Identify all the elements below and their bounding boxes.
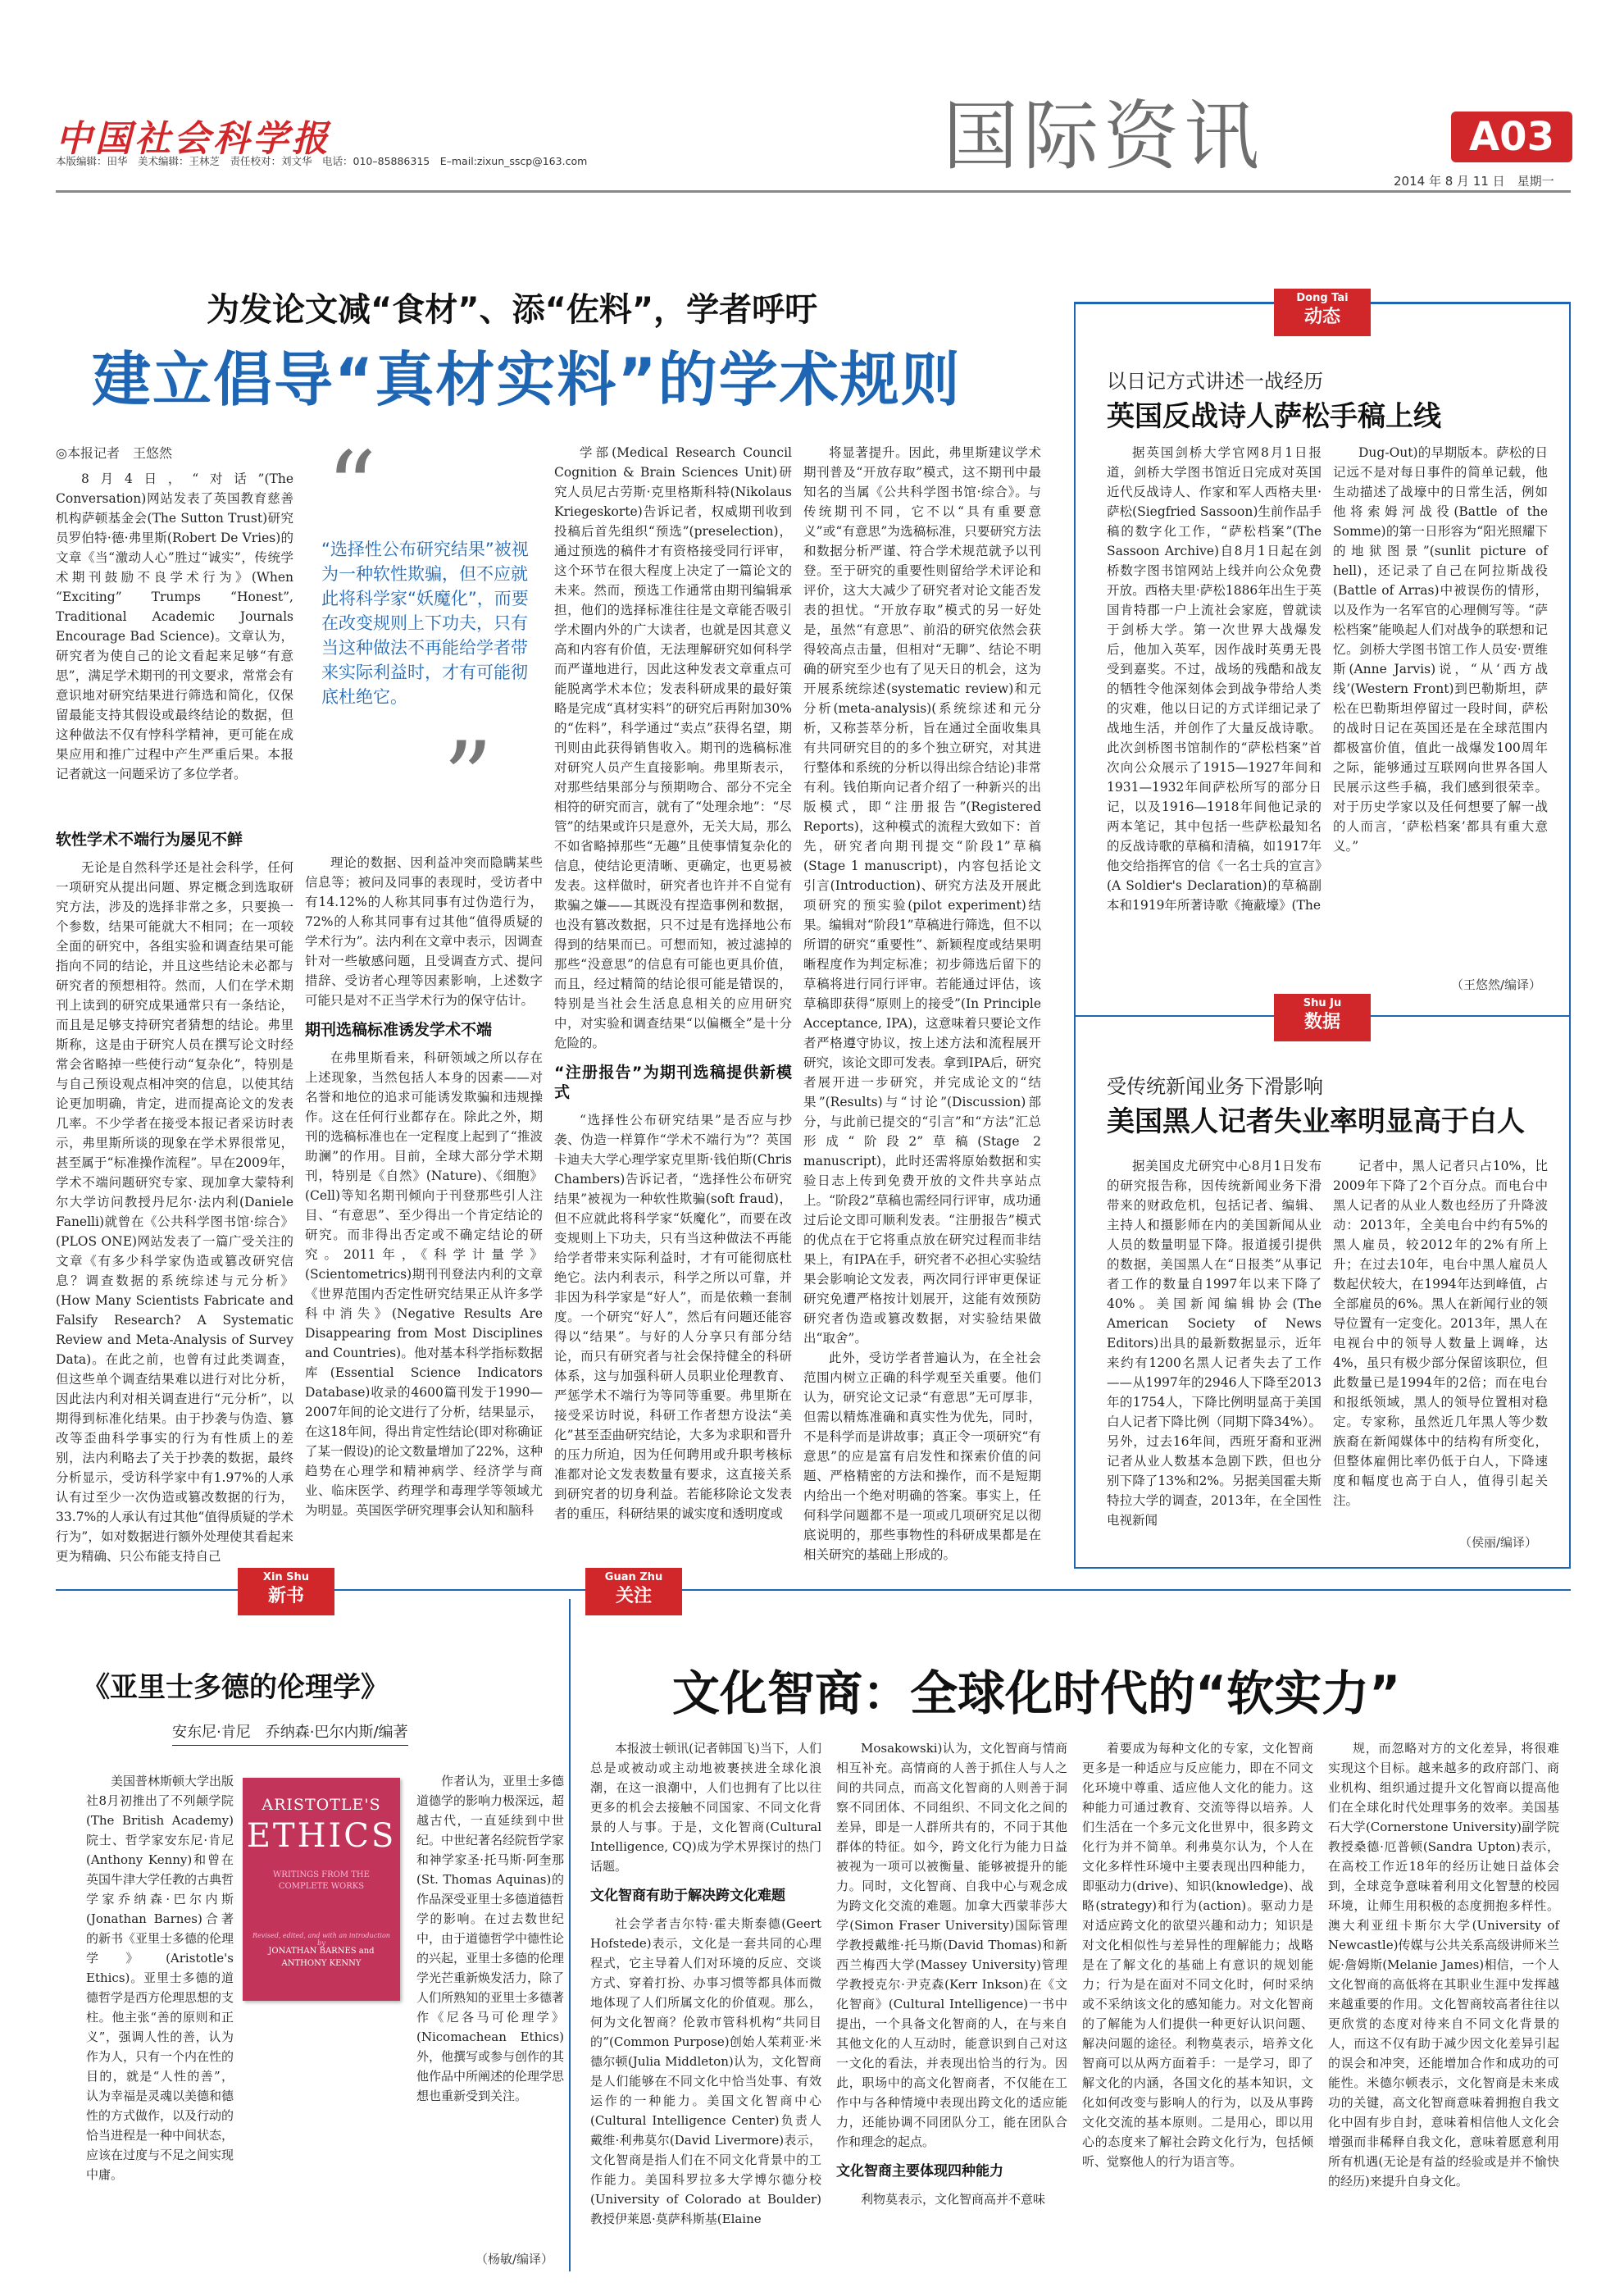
- lead-column-1: 软性学术不端行为屡见不鲜 无论是自然科学还是社会科学，任何一项研究从提出问题、界定概念到选取研究方法，涉及的选择非常之多，只要换一个参数，结果可能就大不相同；在一项较全面的研究中，各组实验和调查结果可能指向不同的结论，并且这些结论未必都与研究者的预想相符。然而，人们在学术期刊上读到的研究成果通常只有一条结论，而且是足够支持研究者猜想的结论。弗里斯称，这是由于研究人员在撰写论文时经常会省略掉一些使行动“复杂化”，特别是与自己预设观点相冲突的信息，以使其结论更加明确，肯定，进而提高论文的发表几率。不少学者在接受本报记者采访时表示，弗里斯所谈的现象在学术界很常见，甚至属于“标准操作流程”。早在2009年，学术不端问题研究专家、现加拿大蒙特利尔大学访问教授丹尼尔·法内利(Daniele Fanelli)就曾在《公共科学图书馆·综合》(PLOS ONE)网站发表了一篇广受关注的文章《有多少科学家伪造或篡改研究信息？调查数据的系统综述与元分析》(How Many Scientists Fabricate and Falsify Research? A Systematic Review and Meta-Analysis of Survey Data)。在此之前，也曾有过此类调查，但这些单个调查结果难以进行对比分析，因此法内利对相关调查进行“元分析”，以期得到标准化结果。由于抄袭与伪造、篡改等歪曲科学事实的行为有性质上的差别，法内利略去了关于抄袭的数据，最终分析显示，受访科学家中有1.97%的人承认有过至少一次伪造或篡改数据的行为，33.7%的人承认有过其他“值得质疑的学术行为”，如对数据进行额外处理使其看起来更为精确、只公布能支持自己: [56, 831, 293, 1564]
- lead-column-2: 理论的数据、因利益冲突而隐瞒某些信息等；被问及同事的表现时，受访者中有14.12%的人称其同事有过伪造行为，72%的人称其同事有过其他“值得质疑的学术行为”。法内利在文章中表示，因调查针对一些敏感问题，且受调查方式、提问措辞、受访者心理等因素影响，上述数字可能只是对不正当学术行为的保守估计。 期刊选稿标准诱发学术不端 在弗里斯看来，科研领域之所以存在上述现象，当然包括人本身的因素——对名誉和地位的追求可能诱发欺骗和违规操作。这在任何行业都存在。除此之外，期刊的选稿标准也在一定程度上起到了“推波助澜”的作用。目前，全球大部分学术期刊，特别是《自然》(Nature)、《细胞》(Cell)等知名期刊倾向于刊登那些引人注目、“有意思”、至少得出一个肯定结论的研究。而非得出否定或不确定结论的研究。2011年，《科学计量学》(Scientometrics)期刊刊登法内利的文章《世界范围内否定性研究结果正从许多学科中消失》(Negative Results Are Disappearing from Most Disciplines and Countries)。他对基本科学指标数据库(Essential Science Indicators Database)收录的4600篇刊发于1990—2007年间的论文进行了分析，结果显示，在这18年间，得出肯定性结论(即对称确证了某一假设)的论文数量增加了22%，这种趋势在心理学和精神病学、经济学与商业、临床医学、药理学和毒理学等领域尤为明显。英国医学研究理事会认知和脑科: [305, 855, 543, 1518]
- news2-column-a: 据美国皮尤研究中心8月1日发布的研究报告称，因传统新闻业务下滑带来的财政危机，包括记者、编辑、主持人和摄影师在内的美国新闻从业人员的数量明显下降。报道援引提供的数据，美国黑人在“日报类”从事记者工作的数量自1997年以来下降了40%。美国新闻编辑协会(The American Society of News Editors)出具的最新数据显示，近年来约有1200名黑人记者失去了工作——从1997年的2946人下降至2013年的1754人，下降比例明显高于美国白人记者下降比例（同期下降34%）。另外，过去16年间，西班牙裔和亚洲记者从业人数基本急剧下跌，但也分别下降了13%和2%。另据美国霍夫斯特拉大学的调查，2013年，在全国性电视新闻: [1107, 1159, 1322, 1528]
- feature-column-b: Mosakowski)认为，文化智商与情商相互补充。高情商的人善于抓住人与人之间的共同点，而高文化智商的人则善于洞察不同团体、不同组织、不同文化之间的差异，即是一人群所共有的，不同于其他群体的特征。如今，跨文化行为能力日益被视为一项可以被衡量、能够被提升的能力。同时，文化智商、自我中心与观念成为跨文化交流的难题。加拿大西蒙菲莎大学(Simon Fraser University)国际管理学教授戴维·托马斯(David Thomas)和新西兰梅西大学(Massey University)管理学教授克尔·尹克森(Kerr Inkson)在《文化智商》(Cultural Intelligence)一书中提出，一个具备文化智商的人，在与来自其他文化的人互动时，能意识到自己对这一文化的看法，并表现出恰当的行为。因此，职场中的高文化智商者，不仅能在工作中与各种情境中表现出跨文化的适应能力，还能协调不同团队分工，能在团队合作和理念的起点。 文化智商主要体现四种能力 利物莫表示，文化智商高并不意味: [836, 1741, 1067, 2207]
- masthead-staff: 本版编辑：田华 美术编辑：王林芝 责任校对：刘文华 电话：010–85886315 E–mail:zixun_sscp@163.com: [56, 155, 588, 167]
- book-title: 《亚里士多德的伦理学》: [82, 1671, 389, 1704]
- quote-close-icon: ”: [443, 722, 494, 836]
- tag-dongtai: Dong Tai 动态: [1274, 289, 1371, 336]
- masthead-rule: [56, 190, 1571, 193]
- tag-shuju: Shu Ju 数据: [1274, 994, 1371, 1041]
- feature-subhead-1: 文化智商有助于解决跨文化难题: [590, 1888, 785, 1904]
- book-cover-author: ARISTOTLE'S: [262, 1796, 381, 1814]
- lead-kicker: 为发论文减“食材”、添“佐料”，学者呼吁: [207, 291, 818, 329]
- lead-pull-quote: “选择性公布研究结果”被视为一种软性欺骗，但不应就此将科学家“妖魔化”，而要在改变规则上下功夫，只有当这种做法不再能给学者带来实际利益时，才有可能彻底杜绝它。: [321, 540, 529, 707]
- page-number-badge: A03: [1451, 112, 1572, 162]
- book-cover: [243, 1778, 400, 2001]
- lead-subhead-2: 期刊选稿标准诱发学术不端: [305, 1021, 493, 1039]
- book-credit: （杨敏/编译）: [475, 2252, 554, 2266]
- book-authors: 安东尼·肯尼 乔纳森·巴尔内斯/编著: [172, 1720, 408, 1746]
- lead-column-3: 学部(Medical Research Council Cognition & Brain Sciences Unit)研究人员尼古劳斯·克里格斯科特(Nikolaus Kriegeskorte)告诉记者，权威期刊收到投稿后首先组织“预选”(preselection)，通过预选的稿件才有资格接受同行评审，这个环节在很大程度上决定了一篇论文的未来。然而，预选工作通常由期刊编辑承担，他们的选择标准往往是文章能否吸引学术圈内外的广大读者，也就是因其意义高和内容有价值，无法理解研究如何科学而严谨地进行，因此这种发表文章重点可能脱离学术本位；发表科研成果的最好策略是完成“真材实料”的研究后再附加30%的“佐料”，科学通过“卖点”获得名望，期刊则由此获得销售收入。期刊的选稿标准对研究人员产生直接影响。弗里斯表示，对那些结果部分与预期吻合、部分不完全相符的研究而言，就有了“处理余地”：“尽管”的结果或许只是意外，无关大局，那么不如省略掉那些“无趣”且使事情复杂化的信息，使结论更清晰、更确定，也更易被发表。这样做时，研究者也许并不自觉有欺骗之嫌——其既没有捏造事例和数据，也没有篡改数据，只不过是有选择地公布得到的结果而已。可想而知，被过滤掉的那些“没意思”的信息有可能也更具价值，而且，经过精简的结论很可能是错误的，特别是当社会生活息息相关的应用研究中，对实验和调查结果“以偏概全”是十分危险的。 “注册报告”为期刊选稿提供新模式 “选择性公布研究结果”是否应与抄袭、伪造一样算作“学术不端行为”？英国卡迪夫大学心理学家克里斯·钱伯斯(Chris Chambers)告诉记者，“选择性公布研究结果”被视为一种软性欺骗(soft fraud)，但不应就此将科学家“妖魔化”，而要在改变规则上下功夫，只有当这种做法不再能给学者带来实际利益时，才有可能彻底杜绝它。法内利表示，科学之所以可靠，并非因为科学家是“好人”，而是依赖一套制度。一个研究“好人”，然后有问题还能容得以“结果”。与好的人分享只有部分结论，而只有研究者与社会保持健全的科研体系，这与加强科研人员职业伦理教育、严惩学术不端行为等同等重要。弗里斯在接受采访时说，科研工作者想方设法“美化”甚至歪曲研究结论，大多为求职和晋升的压力所迫，因为任何聘用或升职考核标准都对论文发表数量有要求，这直接关系到研究者的切身利益。若能移除论文发表者的重压，科研结果的诚实度和透明度或: [554, 445, 792, 1521]
- news2-column-b: 记者中，黑人记者只占10%，比2009年下降了2个百分点。而电台中黑人记者的从业人数也经历了升降波动：2013年，全美电台中约有5%的黑人雇员，较2012年的2%有所上升；在过去10年，电台中黑人雇员人数起伏较大，在1994年达到峰值，占全部雇员的6%。黑人在新闻行业的领导位置有一定变化。2013年，黑人在电视台中的领导人数量上调峰，达4%，虽只有极少部分保留该职位，但此数量已是1994年的2倍；而在电台和报纸领域，黑人的领导位置相对稳定。专家称，虽然近几年黑人等少数族裔在新闻媒体中的结构有所变化，但整体雇佣比率仍低于白人，下降速度和幅度也高于白人，值得引起关注。: [1333, 1159, 1548, 1508]
- feature-column-c: 着要成为每种文化的专家，文化智商更多是一种适应与反应能力，即在不同文化环境中尊重、适应他人文化的能力。这种能力可通过教育、交流等得以培养。人们生活在一个多元文化世界中，很多跨文化行为并不简单。利弗莫尔认为，个人在文化多样性环境中主要表现出四种能力，即驱动力(drive)、知识(knowledge)、战略(strategy)和行为(action)。驱动力是对适应跨文化的欲望兴趣和动力；知识是对文化相似性与差异性的理解能力；战略是在了解文化的基础上有意识的规划能力；行为是在面对不同文化时，何时采纳或不采纳该文化的感知能力。对文化智商的了解能为人们提供一种更好认识问题、解决问题的途径。利物莫表示，培养文化智商可以从两方面着手：一是学习，即了解文化的内涵，各国文化的基本知识，文化如何改变与影响人的行为，以及从事跨文化交流的基本原则。二是用心，即以用心的态度来了解社会跨文化行为，包括倾听、觉察他人的行为语言等。: [1082, 1741, 1313, 2169]
- lead-byline: ◎本报记者 王悠然: [56, 445, 172, 461]
- news1-headline: 英国反战诗人萨松手稿上线: [1107, 400, 1441, 433]
- book-feature-divider: [569, 1599, 571, 2271]
- news2-kicker: 受传统新闻业务下滑影响: [1107, 1075, 1323, 1098]
- feature-column-d: 规，而忽略对方的文化差异，将很难实现这个目标。越来越多的政府部门、商业机构、组织通过提升文化智商以提高他们在全球化时代处理事务的效率。美国基石大学(Cornerstone University)副学院教授桑德·厄普顿(Sandra Upton)表示，在高校工作近18年的经历让她日益体会到，全球竞争意味着利用文化智慧的校园环境，让师生用积极的态度拥抱多样性。澳大利亚纽卡斯尔大学(University of Newcastle)传媒与公共关系高级讲师米兰妮·詹姆斯(Melanie James)相信，一个人文化智商的高低将在其职业生涯中发挥越来越重要的作用。文化智商较高者往往以更欣赏的态度对待来自不同文化背景的人，而这不仅有助于减少因文化差异引起的误会和冲突，还能增加合作和成功的可能性。米德尔顿表示，文化智商是未来成功的关键，高文化智商意味着拥抱自我文化中固有步自封，意味着相信他人文化会增强而非稀释自我文化，意味着愿意利用所有机遇(无论是有益的经验或是并不愉快的经历)来提升自身文化。: [1328, 1741, 1559, 2189]
- lead-intro: 8月4日，“对话”(The Conversation)网站发表了英国教育慈善机构萨顿基金会(The Sutton Trust)研究员罗伯特·德·弗里斯(Robert De Vries)的文章《当“激动人心”胜过“诚实”，传统学术期刊鼓励不良学术行为》(When “Exciting” Trumps “Honest”, Traditional Academic Journals Encourage Bad Science)。文章认为，研究者为使自己的论文看起来足够“有意思”，满足学术期刊的刊文要求，常常会有意识地对研究结果进行筛选和简化，仅保留最能支持其假设或最终结论的数据，但这种做法不仅有悖科学精神，更可能在成果应用和推广过程中产生严重后果。本报记者就这一问题采访了多位学者。: [56, 472, 293, 781]
- news1-column-a: 据英国剑桥大学官网8月1日报道，剑桥大学图书馆近日完成对英国近代反战诗人、作家和军人西格夫里·萨松(Siegfried Sassoon)生前作品手稿的数字化工作，“萨松档案”(The Sassoon Archive)自8月1日起在剑桥数字图书馆网站上线并向公众免费开放。西格夫里·萨松1886年出生于英国肯特郡一户上流社会家庭，曾就读于剑桥大学。第一次世界大战爆发后，他加入英军，因作战时英勇无畏受到嘉奖。不过，战场的残酷和战友的牺牲令他深刻体会到战争带给人类的灾难，他以日记的方式详细记录了战地生活，并创作了大量反战诗歌。此次剑桥图书馆制作的“萨松档案”首次向公众展示了1915—1927年间和1931—1932年间萨松所写的部分日记，以及1916—1918年间他记录的两本笔记，其中包括一些萨松最知名的反战诗歌的草稿和清稿，如1917年他交给指挥官的信《一名士兵的宣言》(A Soldier's Declaration)的草稿副本和1919年所著诗歌《掩蔽壕》(The: [1107, 445, 1322, 913]
- lead-headline: 建立倡导“真材实料”的学术规则: [92, 345, 962, 414]
- feature-headline: 文化智商：全球化时代的“软实力”: [672, 1665, 1401, 1721]
- book-column-b: 作者认为，亚里士多德道德学的影响力极深远，超越古代，一直延续到中世纪。中世纪著名经院哲学家和神学家圣·托马斯·阿奎那(St. Thomas Aquinas)的作品深受亚里士多德道德哲学的影响。在过去数世纪中，由于道德哲学中德性论的兴起，亚里士多德的伦理学光芒重新焕发活力，除了人们所熟知的亚里士多德著作《尼各马可伦理学》(Nicomachean Ethics)外，他撰写或参与创作的其他作品中所阐述的伦理学思想也重新受到关注。: [416, 1774, 565, 2103]
- news2-credit: （侯丽/编译）: [1459, 1535, 1538, 1550]
- book-cover-small: Revised, edited, and with an introduction by: [252, 1932, 390, 1947]
- tag-guanzhu: Guan Zhu 关注: [585, 1568, 682, 1615]
- masthead-logo: 中国社会科学报: [56, 118, 331, 160]
- news2-headline: 美国黑人记者失业率明显高于白人: [1107, 1105, 1525, 1138]
- book-cover-title: ETHICS: [246, 1817, 397, 1855]
- news1-column-b: Dug-Out)的早期版本。萨松的日记远不是对每日事件的简单记载，他生动描述了战壕中的日常生活，例如他将索姆河战役(Battle of the Somme)的第一日形容为“阳光照耀下的地狱图景”(sunlit picture of hell)，还记录了自己在阿拉斯战役(Battle of Arras)中被误伤的情形，以及作为一名军官的心理侧写等。“萨松档案”能唤起人们对战争的联想和记忆。剑桥大学图书馆工作人员安·贾维斯(Anne Jarvis)说，“从‘西方战线’(Western Front)到巴勒斯坦，萨松在巴勒斯坦停留过一段时间，萨松的战时日记在英国还是在全球范围内都极富价值，值此一战爆发100周年之际，能够通过互联网向世界各国人民展示这些手稿，我们感到很荣幸。对于历史学家以及任何想要了解一战的人而言，‘萨松档案’都具有重大意义。”: [1333, 445, 1548, 854]
- lead-subhead-3: “注册报告”为期刊选稿提供新模式: [554, 1064, 792, 1101]
- book-cover-editors: JONATHAN BARNES and ANTHONY KENNY: [268, 1947, 375, 1968]
- section-title: 国际资讯: [943, 93, 1265, 180]
- book-column-a: 美国普林斯顿大学出版社8月初推出了不列颠学院(The British Academy)院士、哲学家安东尼·肯尼(Anthony Kenny)和曾在英国牛津大学任教的古典哲学家乔纳森·巴尔内斯(Jonathan Barnes)合著的新书《亚里士多德的伦理学》(Aristotle's Ethics)。亚里士多德的道德哲学是西方伦理思想的支柱。他主张“善的原则和正义”，强调人性的善，认为作为人，只有一个内在性的目的，就是“人性的善”，认为幸福是灵魂以美德和德性的方式做作，以及行动的恰当进程是一种中间状态，应该在过度与不足之间实现中庸。: [86, 1774, 234, 2182]
- news1-kicker: 以日记方式讲述一战经历: [1107, 370, 1323, 393]
- news1-credit: （王悠然/编译）: [1451, 977, 1542, 992]
- lead-column-4: 将显著提升。因此，弗里斯建议学术期刊普及“开放存取”模式，这不期刊中最知名的当属《公共科学图书馆·综合》。与传统期刊不同，它不以“具有重要意义”或“有意思”为选稿标准，只要研究方法和数据分析严谨、符合学术规范就予以刊登。至于研究的重要性则留给学术评论和评价，这大大减少了研究者对论文能否发表的担忧。“开放存取”模式的另一好处是，虽然“有意思”、前沿的研究依然会获得较高点击量，但相对“无聊”、结论不明确的研究至少也有了见天日的机会，这为开展系统综述(systematic review)和元分析(meta-analysis)(系统综述和元分析，又称荟萃分析，旨在通过全面收集具有共同研究目的的多个独立研究，对其进行整体和系统的分析以得出综合结论)非常有利。钱伯斯向记者介绍了一种新兴的出版模式，即“注册报告”(Registered Reports)，这种模式的流程大致如下：首先，研究者向期刊提交“阶段1”草稿(Stage 1 manuscript)，内容包括论文引言(Introduction)、研究方法及开展此项研究的预实验(pilot experiment)结果。编辑对“阶段1”草稿进行筛选，但不以所谓的研究“重要性”、新颖程度或结果明晰程度作为判定标准；初步筛选后留下的草稿将进行同行评审。若能通过评估，该草稿即获得“原则上的接受”(In Principle Acceptance, IPA)，这意味着只要论文作者严格遵守协议，按上述方法和流程展开研究，该论文即可发表。拿到IPA后，研究者展开进一步研究，并完成论文的“结果”(Results)与“讨论”(Discussion)部分，与此前已提交的“引言”和“方法”汇总形成“阶段2”草稿(Stage 2 manuscript)，此时还需将原始数据和实验日志上传到免费开放的文件共享站点上。“阶段2”草稿也需经同行评审，成功通过后论文即可顺利发表。“注册报告”模式的优点在于它将重点放在研究过程而非结果上，有IPA在手，研究者不必担心实验结果会影响论文发表，两次同行评审更保证研究免遭严格按计划展开，这能有效预防研究者伪造或篡改数据，对实验结果做出“取舍”。 此外，受访学者普遍认为，在全社会范围内树立正确的科学观至关重要。他们认为，研究论文记录“有意思”无可厚非，但需以精炼准确和真实性为优先，同时，不是科学而是讲故事；真正令一项研究“有意思”的应是富有启发性和探索价值的问题、严格精密的方法和操作，而不是短期内给出一个绝对明确的答案。事实上，任何科学问题都不是一项或几项研究足以彻底说明的，那些事物性的科研成果都是在相关研究的基础上形成的。: [803, 445, 1041, 1562]
- issue-date: 2014 年 8 月 11 日 星期一: [1394, 174, 1554, 189]
- quote-open-icon: “: [326, 431, 377, 545]
- feature-subhead-2: 文化智商主要体现四种能力: [836, 2163, 1003, 2180]
- lead-subhead-1: 软性学术不端行为屡见不鲜: [56, 831, 243, 849]
- tag-xinshu: Xin Shu 新书: [238, 1568, 334, 1615]
- feature-column-a: 本报波士顿讯(记者韩国飞)当下，人们总是或被动或主动地被裹挟进全球化浪潮，在这一浪潮中，人们也拥有了比以往更多的机会去接触不同国家、不同文化背景的人与事。于是，文化智商(Cultural Intelligence, CQ)成为学术界探讨的热门话题。 文化智商有助于解决跨文化难题 社会学者吉尔特·霍夫斯泰德(Geert Hofstede)表示，文化是一套共同的心理程式，它主导着人们对环境的反应、交谈方式、穿着打扮、办事习惯等都具体而微地体现了人们所属文化的价值观。那么，何为文化智商？伦敦市管科机构“共同目的”(Common Purpose)创始人茱莉亚·米德尔顿(Julia Middleton)认为，文化智商是人们能够在不同文化中恰当处事、有效运作的一种能力。美国文化智商中心(Cultural Intelligence Center)负责人戴维·利弗莫尔(David Livermore)表示，文化智商是指人们在不同文化背景中的工作能力。美国科罗拉多大学博尔德分校(University of Colorado at Boulder)教授伊莱恩·莫萨科斯基(Elaine: [590, 1741, 821, 2226]
- book-cover-subtitle: WRITINGS FROM THE COMPLETE WORKS: [273, 1870, 370, 1891]
